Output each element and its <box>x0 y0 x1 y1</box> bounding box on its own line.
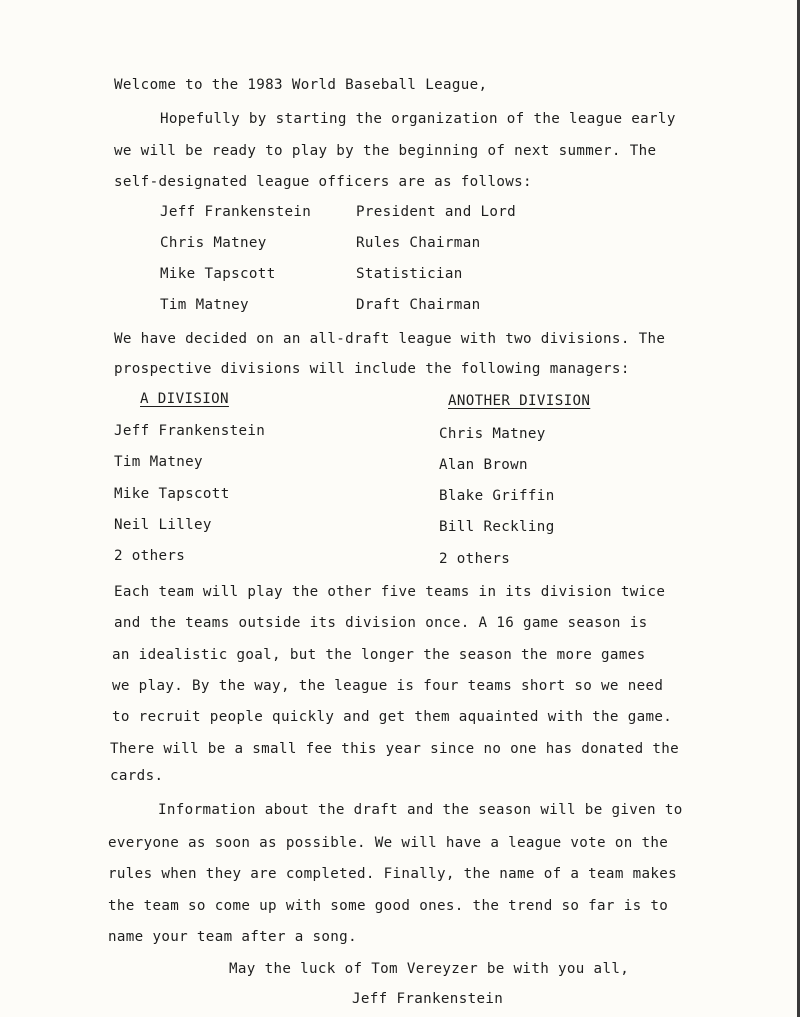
officer-role: Rules Chairman <box>356 235 481 251</box>
schedule-line: we play. By the way, the league is four teams short so we need <box>112 678 664 694</box>
divisions-intro-line: We have decided on an all-draft league with two divisions. The <box>114 331 666 347</box>
intro-line: we will be ready to play by the beginning of next summer. The <box>114 143 657 159</box>
schedule-line: to recruit people quickly and get them aquainted with the game. <box>112 709 673 725</box>
closing-line: name your team after a song. <box>108 929 357 945</box>
closing-line: everyone as soon as possible. We will have a league vote on the <box>108 835 669 851</box>
schedule-line: Each team will play the other five teams in its division twice <box>114 584 666 600</box>
officer-name: Chris Matney <box>160 235 267 251</box>
division-b-member: 2 others <box>439 551 511 567</box>
officer-name: Tim Matney <box>160 297 249 313</box>
officer-role: Draft Chairman <box>356 297 481 313</box>
closing-line: the team so come up with some good ones. the trend so far is to <box>108 898 669 914</box>
schedule-line: There will be a small fee this year since no one has donated the <box>110 741 680 757</box>
division-a-member: Tim Matney <box>114 454 203 470</box>
division-b-title: ANOTHER DIVISION <box>448 393 591 409</box>
closing-line: Information about the draft and the season will be given to <box>158 802 683 818</box>
division-b-member: Blake Griffin <box>439 488 555 504</box>
division-b-member: Bill Reckling <box>439 519 555 535</box>
divisions-intro-line: prospective divisions will include the following managers: <box>114 361 630 377</box>
officer-role: President and Lord <box>356 204 517 220</box>
division-a-member: Neil Lilley <box>114 517 212 533</box>
division-a-member: Mike Tapscott <box>114 486 230 502</box>
intro-line: self-designated league officers are as follows: <box>114 174 532 190</box>
intro-line: Hopefully by starting the organization of the league early <box>160 111 676 127</box>
officer-role: Statistician <box>356 266 463 282</box>
division-a-member: 2 others <box>114 548 186 564</box>
division-b-member: Alan Brown <box>439 457 528 473</box>
signature: Jeff Frankenstein <box>352 991 504 1007</box>
division-a-member: Jeff Frankenstein <box>114 423 266 439</box>
schedule-line: and the teams outside its division once. A 16 game season is <box>114 615 648 631</box>
schedule-line: an idealistic goal, but the longer the season the more games <box>112 647 646 663</box>
division-a-title: A DIVISION <box>140 391 229 407</box>
officer-name: Mike Tapscott <box>160 266 276 282</box>
division-b-member: Chris Matney <box>439 426 546 442</box>
greeting: Welcome to the 1983 World Baseball League, <box>114 77 488 93</box>
farewell: May the luck of Tom Vereyzer be with you all, <box>229 961 630 977</box>
closing-line: rules when they are completed. Finally, the name of a team makes <box>108 866 678 882</box>
officer-name: Jeff Frankenstein <box>160 204 312 220</box>
schedule-line: cards. <box>110 768 164 784</box>
